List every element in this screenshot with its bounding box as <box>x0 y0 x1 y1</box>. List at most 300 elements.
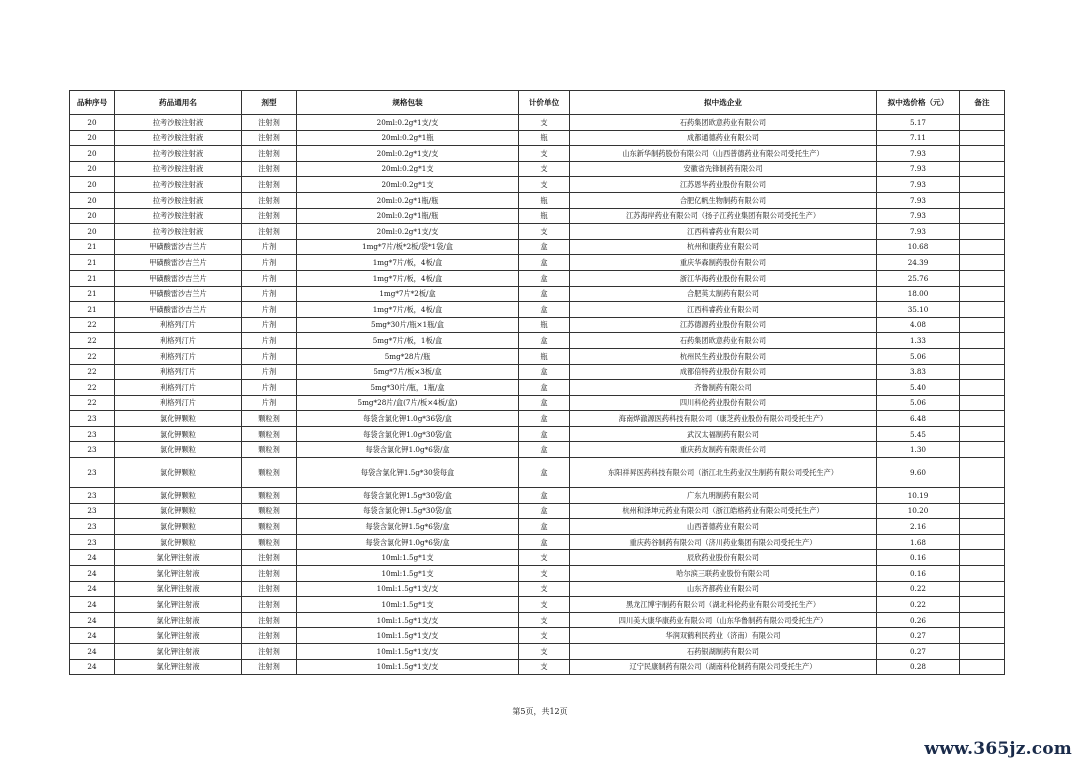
cell-remark <box>960 442 1005 458</box>
table-row <box>70 161 1005 177</box>
table-row <box>70 566 1005 582</box>
cell-unit: 支 <box>519 161 570 177</box>
cell-seq: 23 <box>70 503 115 519</box>
cell-drug-name: 氯化钾注射液 <box>115 628 242 644</box>
cell-company: 安徽省先锋制药有限公司 <box>570 161 877 177</box>
cell-drug-name: 氯化钾颗粒 <box>115 411 242 427</box>
cell-drug-name: 氯化钾颗粒 <box>115 519 242 535</box>
cell-price: 0.26 <box>877 612 960 628</box>
cell-drug-name: 氯化钾颗粒 <box>115 442 242 458</box>
cell-seq: 23 <box>70 426 115 442</box>
cell-company: 重庆华森制药股份有限公司 <box>570 255 877 271</box>
table-row <box>70 380 1005 396</box>
cell-unit: 盒 <box>519 488 570 504</box>
cell-seq: 22 <box>70 333 115 349</box>
cell-unit: 瓶 <box>519 317 570 333</box>
cell-dosage-form: 颗粒剂 <box>242 411 297 427</box>
cell-seq: 20 <box>70 115 115 131</box>
cell-unit: 支 <box>519 550 570 566</box>
cell-unit: 支 <box>519 566 570 582</box>
cell-spec: 10ml:1.5g*1支/支 <box>297 644 519 660</box>
cell-company: 重庆药谷制药有限公司（济川药业集团有限公司受托生产） <box>570 534 877 550</box>
cell-drug-name: 利格列汀片 <box>115 395 242 411</box>
table-body <box>70 115 1005 675</box>
cell-spec: 每袋含氯化钾1.0g*30袋/盒 <box>297 426 519 442</box>
cell-company: 广东九明制药有限公司 <box>570 488 877 504</box>
cell-company: 江西科睿药业有限公司 <box>570 224 877 240</box>
cell-remark <box>960 177 1005 193</box>
cell-unit: 盒 <box>519 239 570 255</box>
cell-spec: 5mg*28片/盒(7片/板×4板/盒) <box>297 395 519 411</box>
header-cell-drug-name: 药品通用名 <box>115 91 242 115</box>
cell-spec: 20ml:0.2g*1支 <box>297 177 519 193</box>
cell-company: 成都倍特药业股份有限公司 <box>570 364 877 380</box>
cell-company: 江苏海岸药业有限公司（扬子江药业集团有限公司受托生产） <box>570 208 877 224</box>
cell-dosage-form: 注射剂 <box>242 177 297 193</box>
cell-seq: 22 <box>70 364 115 380</box>
cell-dosage-form: 颗粒剂 <box>242 442 297 458</box>
cell-unit: 瓶 <box>519 192 570 208</box>
cell-remark <box>960 519 1005 535</box>
table-row <box>70 302 1005 318</box>
cell-drug-name: 甲磺酸雷沙吉兰片 <box>115 239 242 255</box>
cell-spec: 10ml:1.5g*1支 <box>297 597 519 613</box>
cell-price: 1.30 <box>877 442 960 458</box>
cell-unit: 支 <box>519 115 570 131</box>
cell-drug-name: 氯化钾注射液 <box>115 566 242 582</box>
table-row <box>70 519 1005 535</box>
cell-unit: 盒 <box>519 286 570 302</box>
cell-price: 10.19 <box>877 488 960 504</box>
cell-seq: 24 <box>70 612 115 628</box>
cell-dosage-form: 注射剂 <box>242 146 297 162</box>
drug-selection-table <box>69 90 1005 675</box>
cell-drug-name: 氯化钾注射液 <box>115 644 242 660</box>
cell-company: 石药银湖制药有限公司 <box>570 644 877 660</box>
table-row <box>70 612 1005 628</box>
table-row <box>70 644 1005 660</box>
cell-dosage-form: 片剂 <box>242 239 297 255</box>
cell-seq: 24 <box>70 628 115 644</box>
cell-remark <box>960 239 1005 255</box>
cell-drug-name: 氯化钾颗粒 <box>115 426 242 442</box>
cell-price: 1.68 <box>877 534 960 550</box>
table-row <box>70 550 1005 566</box>
cell-price: 18.00 <box>877 286 960 302</box>
cell-unit: 盒 <box>519 519 570 535</box>
cell-drug-name: 甲磺酸雷沙吉兰片 <box>115 255 242 271</box>
cell-spec: 每袋含氯化钾1.5g*30袋/盒 <box>297 503 519 519</box>
cell-company: 成都通德药业有限公司 <box>570 130 877 146</box>
cell-seq: 20 <box>70 177 115 193</box>
cell-seq: 23 <box>70 534 115 550</box>
cell-price: 0.22 <box>877 597 960 613</box>
cell-drug-name: 氯化钾注射液 <box>115 581 242 597</box>
cell-dosage-form: 颗粒剂 <box>242 426 297 442</box>
cell-seq: 23 <box>70 458 115 488</box>
cell-remark <box>960 411 1005 427</box>
cell-company: 江苏恩华药业股份有限公司 <box>570 177 877 193</box>
cell-remark <box>960 628 1005 644</box>
cell-spec: 20ml:0.2g*1瓶 <box>297 130 519 146</box>
header-cell-unit: 计价单位 <box>519 91 570 115</box>
cell-price: 24.39 <box>877 255 960 271</box>
cell-unit: 盒 <box>519 364 570 380</box>
table-row <box>70 224 1005 240</box>
cell-spec: 20ml:0.2g*1支/支 <box>297 115 519 131</box>
cell-seq: 24 <box>70 566 115 582</box>
cell-drug-name: 拉考沙胺注射液 <box>115 177 242 193</box>
table-row <box>70 364 1005 380</box>
cell-price: 10.68 <box>877 239 960 255</box>
cell-dosage-form: 片剂 <box>242 380 297 396</box>
cell-price: 9.60 <box>877 458 960 488</box>
cell-seq: 24 <box>70 550 115 566</box>
cell-dosage-form: 颗粒剂 <box>242 519 297 535</box>
table-row <box>70 395 1005 411</box>
cell-spec: 1mg*7片/板，4板/盒 <box>297 270 519 286</box>
cell-drug-name: 甲磺酸雷沙吉兰片 <box>115 286 242 302</box>
cell-seq: 21 <box>70 255 115 271</box>
cell-dosage-form: 注射剂 <box>242 192 297 208</box>
cell-drug-name: 氯化钾颗粒 <box>115 488 242 504</box>
cell-spec: 10ml:1.5g*1支/支 <box>297 659 519 675</box>
cell-unit: 盒 <box>519 426 570 442</box>
page-number: 第5页，共12页 <box>512 707 568 716</box>
cell-price: 4.08 <box>877 317 960 333</box>
cell-price: 0.16 <box>877 566 960 582</box>
cell-remark <box>960 364 1005 380</box>
cell-price: 0.27 <box>877 644 960 660</box>
cell-seq: 23 <box>70 488 115 504</box>
cell-seq: 21 <box>70 270 115 286</box>
cell-company: 山东齐都药业有限公司 <box>570 581 877 597</box>
header-cell-seq: 品种序号 <box>70 91 115 115</box>
cell-company: 合肥英太制药有限公司 <box>570 286 877 302</box>
cell-seq: 20 <box>70 208 115 224</box>
cell-company: 东阳祥昇医药科技有限公司（浙江北生药业汉生制药有限公司受托生产） <box>570 458 877 488</box>
cell-unit: 盒 <box>519 411 570 427</box>
cell-seq: 20 <box>70 224 115 240</box>
cell-company: 山东新华制药股份有限公司（山西普德药业有限公司受托生产） <box>570 146 877 162</box>
cell-remark <box>960 286 1005 302</box>
cell-remark <box>960 270 1005 286</box>
cell-company: 武汉太福制药有限公司 <box>570 426 877 442</box>
cell-price: 5.06 <box>877 348 960 364</box>
cell-spec: 1mg*7片/板*2板/袋*1袋/盒 <box>297 239 519 255</box>
cell-price: 7.93 <box>877 146 960 162</box>
cell-unit: 支 <box>519 597 570 613</box>
cell-seq: 20 <box>70 130 115 146</box>
cell-spec: 10ml:1.5g*1支/支 <box>297 612 519 628</box>
cell-unit: 盒 <box>519 255 570 271</box>
table-header <box>70 91 1005 115</box>
cell-price: 35.10 <box>877 302 960 318</box>
cell-remark <box>960 550 1005 566</box>
cell-dosage-form: 注射剂 <box>242 130 297 146</box>
cell-unit: 盒 <box>519 302 570 318</box>
cell-drug-name: 氯化钾注射液 <box>115 597 242 613</box>
cell-unit: 支 <box>519 628 570 644</box>
table-row <box>70 146 1005 162</box>
cell-unit: 支 <box>519 644 570 660</box>
table-row <box>70 208 1005 224</box>
cell-spec: 20ml:0.2g*1瓶/瓶 <box>297 192 519 208</box>
cell-price: 0.27 <box>877 628 960 644</box>
cell-unit: 盒 <box>519 395 570 411</box>
table-row <box>70 115 1005 131</box>
cell-company: 黑龙江博宇制药有限公司（湖北科伦药业有限公司受托生产） <box>570 597 877 613</box>
cell-company: 重庆药友制药有限责任公司 <box>570 442 877 458</box>
cell-company: 四川科伦药业股份有限公司 <box>570 395 877 411</box>
table-row <box>70 581 1005 597</box>
cell-dosage-form: 片剂 <box>242 348 297 364</box>
cell-remark <box>960 302 1005 318</box>
cell-price: 25.76 <box>877 270 960 286</box>
cell-dosage-form: 注射剂 <box>242 566 297 582</box>
cell-dosage-form: 颗粒剂 <box>242 458 297 488</box>
cell-seq: 24 <box>70 659 115 675</box>
cell-drug-name: 利格列汀片 <box>115 317 242 333</box>
cell-dosage-form: 注射剂 <box>242 208 297 224</box>
cell-price: 7.93 <box>877 192 960 208</box>
table-row <box>70 317 1005 333</box>
cell-price: 1.33 <box>877 333 960 349</box>
table-row <box>70 503 1005 519</box>
header-cell-spec: 规格包装 <box>297 91 519 115</box>
cell-dosage-form: 颗粒剂 <box>242 534 297 550</box>
table-row <box>70 659 1005 675</box>
cell-dosage-form: 片剂 <box>242 395 297 411</box>
cell-remark <box>960 224 1005 240</box>
cell-spec: 20ml:0.2g*1瓶/瓶 <box>297 208 519 224</box>
cell-unit: 盒 <box>519 270 570 286</box>
cell-drug-name: 拉考沙胺注射液 <box>115 192 242 208</box>
table-row <box>70 348 1005 364</box>
cell-unit: 支 <box>519 612 570 628</box>
table-row <box>70 488 1005 504</box>
cell-spec: 5mg*7片/板，1板/盒 <box>297 333 519 349</box>
cell-dosage-form: 注射剂 <box>242 644 297 660</box>
cell-unit: 盒 <box>519 503 570 519</box>
header-row <box>70 91 1005 115</box>
cell-price: 5.40 <box>877 380 960 396</box>
header-cell-company: 拟中选企业 <box>570 91 877 115</box>
cell-dosage-form: 颗粒剂 <box>242 503 297 519</box>
cell-seq: 22 <box>70 395 115 411</box>
cell-remark <box>960 146 1005 162</box>
cell-drug-name: 利格列汀片 <box>115 364 242 380</box>
cell-company: 杭州和康药业有限公司 <box>570 239 877 255</box>
cell-seq: 22 <box>70 348 115 364</box>
cell-unit: 盒 <box>519 380 570 396</box>
cell-company: 杭州和泽坤元药业有限公司（浙江皓格药业有限公司受托生产） <box>570 503 877 519</box>
cell-seq: 23 <box>70 411 115 427</box>
cell-spec: 5mg*7片/板×3板/盒 <box>297 364 519 380</box>
cell-dosage-form: 片剂 <box>242 286 297 302</box>
cell-dosage-form: 片剂 <box>242 302 297 318</box>
cell-drug-name: 拉考沙胺注射液 <box>115 115 242 131</box>
cell-unit: 支 <box>519 659 570 675</box>
cell-company: 华润双鹤利民药业（济南）有限公司 <box>570 628 877 644</box>
cell-remark <box>960 115 1005 131</box>
cell-spec: 1mg*7片/板，4板/盒 <box>297 302 519 318</box>
cell-remark <box>960 208 1005 224</box>
cell-spec: 20ml:0.2g*1支/支 <box>297 146 519 162</box>
cell-seq: 21 <box>70 302 115 318</box>
table-row <box>70 411 1005 427</box>
cell-spec: 每袋含氯化钾1.0g*6袋/盒 <box>297 534 519 550</box>
cell-company: 石药集团欧意药业有限公司 <box>570 115 877 131</box>
cell-price: 0.16 <box>877 550 960 566</box>
cell-company: 哈尔滨三联药业股份有限公司 <box>570 566 877 582</box>
table-row <box>70 333 1005 349</box>
cell-unit: 瓶 <box>519 348 570 364</box>
cell-price: 6.48 <box>877 411 960 427</box>
cell-remark <box>960 581 1005 597</box>
cell-drug-name: 拉考沙胺注射液 <box>115 161 242 177</box>
cell-dosage-form: 片剂 <box>242 364 297 380</box>
cell-price: 7.11 <box>877 130 960 146</box>
cell-spec: 5mg*30片/瓶，1瓶/盒 <box>297 380 519 396</box>
cell-dosage-form: 片剂 <box>242 270 297 286</box>
cell-drug-name: 甲磺酸雷沙吉兰片 <box>115 302 242 318</box>
cell-company: 海南烨澈源医药科技有限公司（康芝药业股份有限公司受托生产） <box>570 411 877 427</box>
table-row <box>70 177 1005 193</box>
table-row <box>70 130 1005 146</box>
cell-seq: 24 <box>70 581 115 597</box>
cell-price: 5.45 <box>877 426 960 442</box>
cell-spec: 10ml:1.5g*1支/支 <box>297 628 519 644</box>
cell-price: 7.93 <box>877 177 960 193</box>
cell-unit: 瓶 <box>519 130 570 146</box>
cell-spec: 10ml:1.5g*1支 <box>297 566 519 582</box>
cell-spec: 10ml:1.5g*1支/支 <box>297 581 519 597</box>
table-row <box>70 458 1005 488</box>
cell-remark <box>960 503 1005 519</box>
cell-price: 10.20 <box>877 503 960 519</box>
cell-drug-name: 利格列汀片 <box>115 333 242 349</box>
cell-remark <box>960 333 1005 349</box>
cell-unit: 支 <box>519 224 570 240</box>
header-cell-price: 拟中选价格（元） <box>877 91 960 115</box>
cell-spec: 10ml:1.5g*1支 <box>297 550 519 566</box>
site-watermark: www.365jz.com <box>924 739 1072 759</box>
cell-spec: 每袋含氯化钾1.5g*30袋/盒 <box>297 488 519 504</box>
cell-drug-name: 氯化钾注射液 <box>115 612 242 628</box>
cell-price: 2.16 <box>877 519 960 535</box>
cell-drug-name: 拉考沙胺注射液 <box>115 208 242 224</box>
cell-unit: 支 <box>519 146 570 162</box>
cell-price: 0.28 <box>877 659 960 675</box>
cell-spec: 每袋含氯化钾1.5g*6袋/盒 <box>297 519 519 535</box>
table-row <box>70 270 1005 286</box>
cell-remark <box>960 348 1005 364</box>
cell-seq: 20 <box>70 161 115 177</box>
cell-price: 7.93 <box>877 208 960 224</box>
cell-spec: 每袋含氯化钾1.5g*30袋每盒 <box>297 458 519 488</box>
cell-company: 辽宁民康制药有限公司（湖南科伦制药有限公司受托生产） <box>570 659 877 675</box>
header-cell-remark: 备注 <box>960 91 1005 115</box>
table-row <box>70 192 1005 208</box>
cell-dosage-form: 注射剂 <box>242 628 297 644</box>
table-row <box>70 597 1005 613</box>
cell-drug-name: 利格列汀片 <box>115 380 242 396</box>
cell-drug-name: 氯化钾注射液 <box>115 659 242 675</box>
cell-remark <box>960 192 1005 208</box>
cell-remark <box>960 566 1005 582</box>
cell-seq: 24 <box>70 597 115 613</box>
cell-unit: 支 <box>519 581 570 597</box>
table-row <box>70 426 1005 442</box>
cell-price: 3.83 <box>877 364 960 380</box>
cell-price: 0.22 <box>877 581 960 597</box>
cell-remark <box>960 458 1005 488</box>
cell-remark <box>960 130 1005 146</box>
cell-remark <box>960 488 1005 504</box>
cell-company: 四川美大康华康药业有限公司（山东华鲁制药有限公司受托生产） <box>570 612 877 628</box>
cell-spec: 20ml:0.2g*1支/支 <box>297 224 519 240</box>
cell-seq: 23 <box>70 442 115 458</box>
cell-dosage-form: 注射剂 <box>242 224 297 240</box>
cell-company: 浙江华海药业股份有限公司 <box>570 270 877 286</box>
table-row <box>70 239 1005 255</box>
cell-remark <box>960 659 1005 675</box>
cell-dosage-form: 注射剂 <box>242 597 297 613</box>
cell-remark <box>960 380 1005 396</box>
cell-remark <box>960 534 1005 550</box>
cell-price: 7.93 <box>877 161 960 177</box>
cell-spec: 1mg*7片*2板/盒 <box>297 286 519 302</box>
cell-drug-name: 氯化钾颗粒 <box>115 458 242 488</box>
cell-price: 5.17 <box>877 115 960 131</box>
cell-dosage-form: 注射剂 <box>242 659 297 675</box>
cell-dosage-form: 注射剂 <box>242 550 297 566</box>
table-row <box>70 286 1005 302</box>
cell-company: 齐鲁制药有限公司 <box>570 380 877 396</box>
cell-seq: 21 <box>70 286 115 302</box>
cell-drug-name: 拉考沙胺注射液 <box>115 130 242 146</box>
cell-unit: 盒 <box>519 442 570 458</box>
cell-price: 5.06 <box>877 395 960 411</box>
cell-remark <box>960 395 1005 411</box>
cell-dosage-form: 注射剂 <box>242 612 297 628</box>
cell-unit: 支 <box>519 177 570 193</box>
cell-company: 石药集团欧意药业有限公司 <box>570 333 877 349</box>
cell-spec: 每袋含氯化钾1.0g*6袋/盒 <box>297 442 519 458</box>
cell-dosage-form: 片剂 <box>242 317 297 333</box>
cell-spec: 5mg*30片/瓶×1瓶/盒 <box>297 317 519 333</box>
cell-remark <box>960 161 1005 177</box>
cell-seq: 20 <box>70 192 115 208</box>
cell-drug-name: 拉考沙胺注射液 <box>115 146 242 162</box>
cell-spec: 20ml:0.2g*1支 <box>297 161 519 177</box>
cell-unit: 瓶 <box>519 208 570 224</box>
cell-price: 7.93 <box>877 224 960 240</box>
cell-remark <box>960 612 1005 628</box>
table-row <box>70 534 1005 550</box>
table-row <box>70 628 1005 644</box>
cell-spec: 1mg*7片/板，4板/盒 <box>297 255 519 271</box>
cell-dosage-form: 片剂 <box>242 333 297 349</box>
cell-unit: 盒 <box>519 458 570 488</box>
cell-company: 山西普德药业有限公司 <box>570 519 877 535</box>
cell-remark <box>960 255 1005 271</box>
cell-dosage-form: 注射剂 <box>242 115 297 131</box>
cell-drug-name: 氯化钾颗粒 <box>115 503 242 519</box>
cell-company: 江西科睿药业有限公司 <box>570 302 877 318</box>
cell-remark <box>960 644 1005 660</box>
